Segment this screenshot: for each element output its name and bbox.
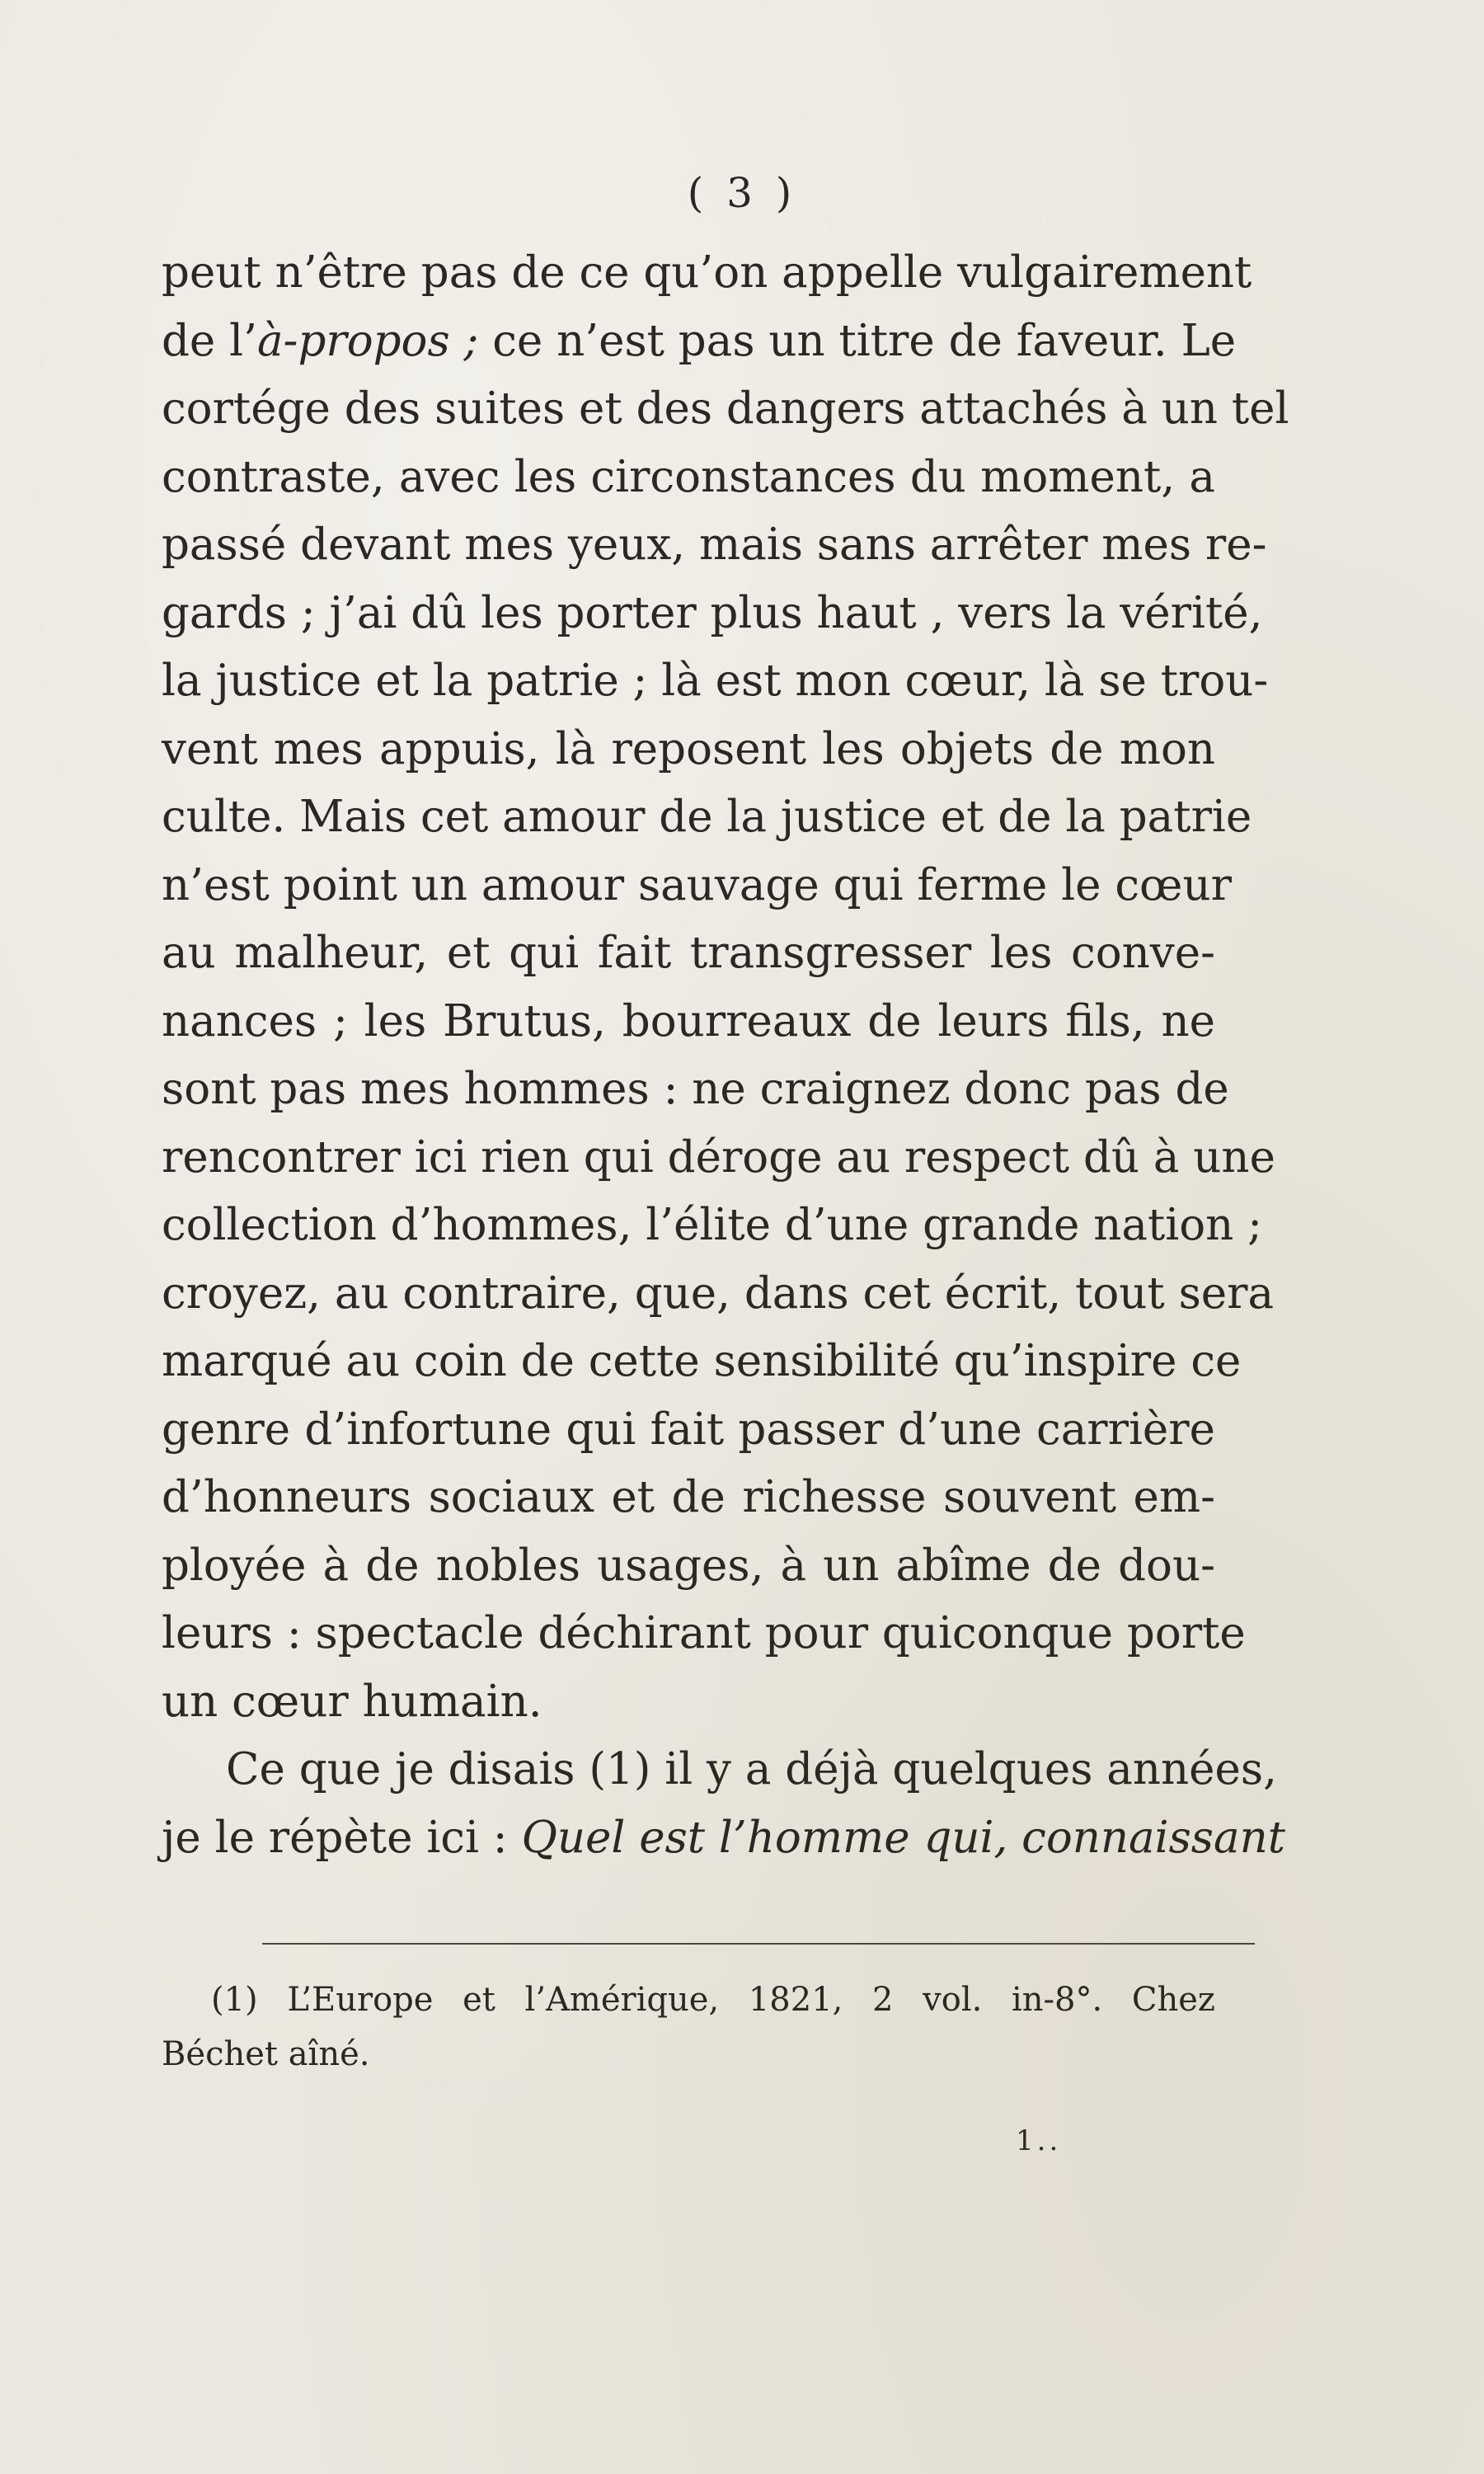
text-line: contraste, avec les circonstances du moment, a <box>162 451 1215 502</box>
text-line: nances ; les Brutus, bourreaux de leurs fils, ne <box>162 995 1215 1047</box>
text-line: n’est point un amour sauvage qui ferme le cœur <box>162 859 1232 910</box>
text-line: leurs : spectacle déchirant pour quiconque porte <box>162 1608 1246 1658</box>
text-line: vent mes appuis, là reposent les objets de mon <box>162 723 1215 774</box>
text-line: Ce que je disais (1) il y a déjà quelques années, <box>226 1744 1277 1794</box>
text-fragment: je le répète ici : <box>162 1812 522 1863</box>
italic-phrase: Quel est l’homme qui, connaissant <box>521 1812 1286 1863</box>
text-line: collection d’hommes, l’élite d’une grande nation ; <box>162 1200 1262 1250</box>
text-line: genre d’infortune qui fait passer d’une carrière <box>162 1404 1215 1455</box>
text-line: rencontrer ici rien qui déroge au respect dû à une <box>162 1131 1275 1183</box>
footnote-rule <box>262 1943 1255 1945</box>
text-line: croyez, au contraire, que, dans cet écrit, tout sera <box>162 1268 1275 1319</box>
text-line: un cœur humain. <box>162 1676 542 1727</box>
text-line: sont pas mes hommes : ne craignez donc pas de <box>162 1064 1229 1114</box>
page-number: ( 3 ) <box>687 169 797 217</box>
text-fragment: de l’ <box>162 315 257 366</box>
text-line: passé devant mes yeux, mais sans arrêter mes re- <box>162 520 1267 570</box>
text-line: gards ; j’ai dû les porter plus haut , vers la vérité, <box>162 587 1263 638</box>
text-line <box>162 1804 1286 1873</box>
signature-mark: 1.. <box>1016 2124 1062 2157</box>
text-line: ployée à de nobles usages, à un abîme de dou- <box>162 1540 1215 1591</box>
text-line: d’honneurs sociaux et de richesse souvent em- <box>162 1472 1215 1522</box>
body-text <box>162 239 1289 1872</box>
text-line: culte. Mais cet amour de la justice et de la patrie <box>162 792 1252 842</box>
italic-phrase: à-propos ; <box>256 315 479 366</box>
footnote-line: (1) L’Europe et l’Amérique, 1821, 2 vol. in-8°. Chez <box>211 1981 1215 2019</box>
footnote-line: Béchet aîné. <box>162 2035 370 2073</box>
text-line: cortége des suites et des dangers attachés à un tel <box>162 383 1289 434</box>
text-line: au malheur, et qui fait transgresser les conve- <box>162 928 1215 978</box>
text-line: la justice et la patrie ; là est mon cœur, là se trou- <box>162 656 1269 706</box>
text-line: peut n’être pas de ce qu’on appelle vulgairement <box>162 247 1252 298</box>
text-line: marqué au coin de cette sensibilité qu’inspire ce <box>162 1336 1242 1386</box>
text-fragment: ce n’est pas un titre de faveur. Le <box>478 315 1237 366</box>
footnote <box>162 1973 1215 2081</box>
text-line <box>162 308 1237 376</box>
